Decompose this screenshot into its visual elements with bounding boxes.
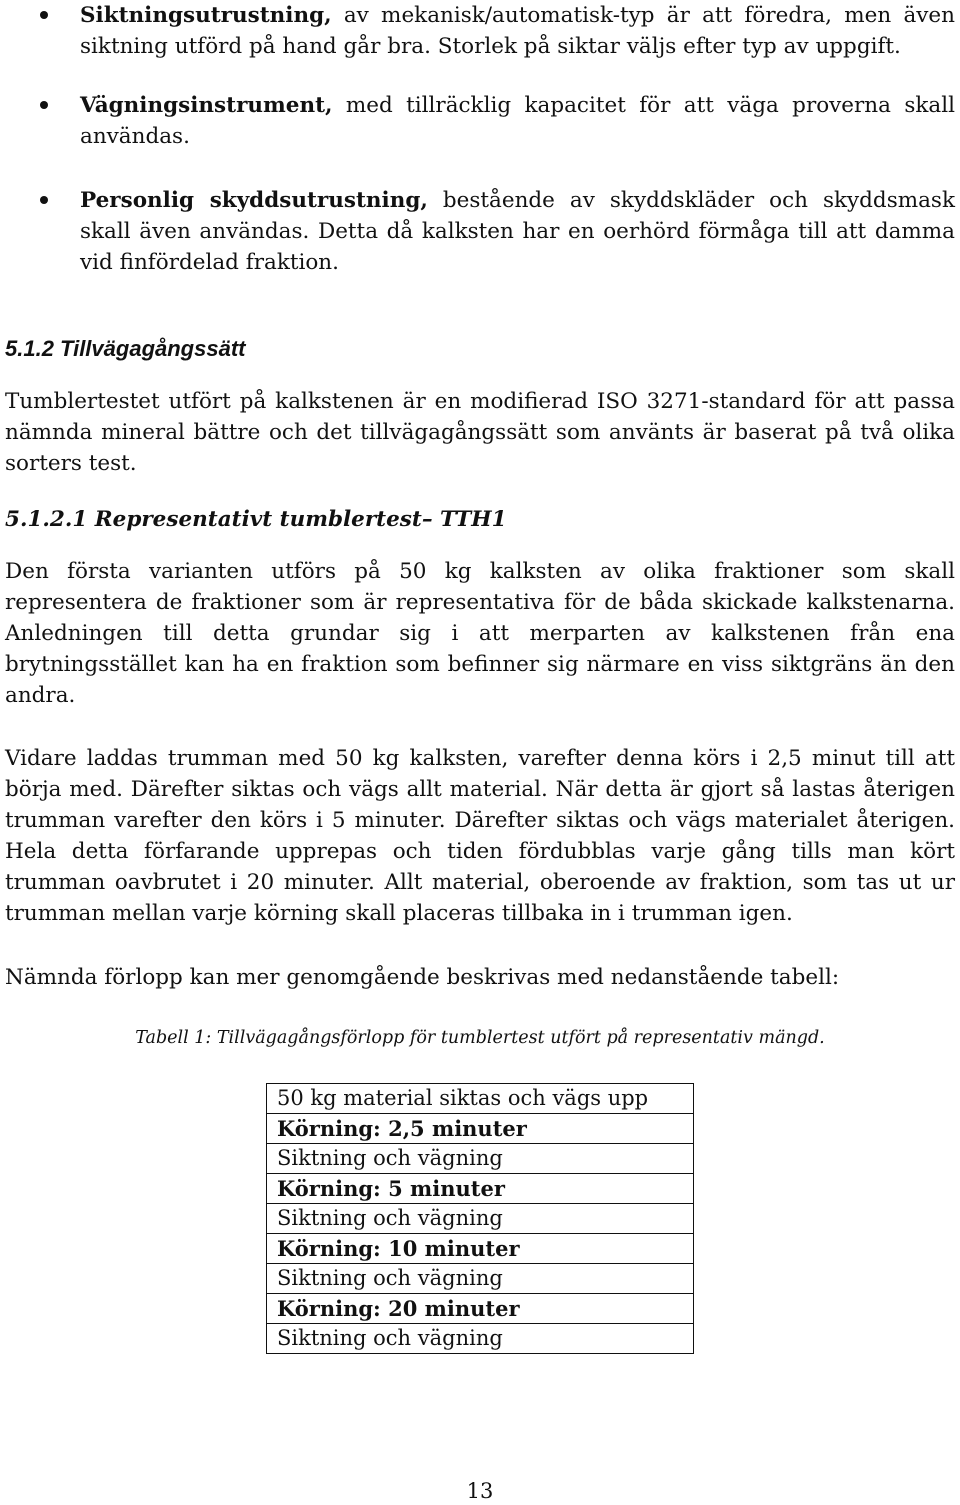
page-number: 13 <box>466 1479 494 1503</box>
subsection-heading: 5.1.2.1 Representativt tumblertest– TTH1 <box>5 507 507 532</box>
procedure-table <box>266 1083 694 1354</box>
bullet-item-vagning <box>80 90 955 152</box>
table-cell: Siktning och vägning <box>267 1324 694 1354</box>
table-row <box>267 1234 694 1264</box>
table-row <box>267 1324 694 1354</box>
bullet-body: bestående av skyddskläder och skyddsmask skall även användas. Detta då kalksten har en oerhörd förmåga till att damma vid finfördelad fraktion. <box>80 188 955 275</box>
table-cell: Körning: 5 minuter <box>267 1174 694 1204</box>
bullet-icon <box>40 196 48 204</box>
table-cell: Siktning och vägning <box>267 1204 694 1234</box>
table-cell: Körning: 10 minuter <box>267 1234 694 1264</box>
table-cell: Körning: 2,5 minuter <box>267 1114 694 1144</box>
bullet-lead: Vägningsinstrument, <box>80 93 333 118</box>
table-row <box>267 1264 694 1294</box>
table-row <box>267 1204 694 1234</box>
bullet-item-siktning <box>80 0 955 62</box>
bullet-lead: Personlig skyddsutrustning, <box>80 188 428 213</box>
table-cell: Siktning och vägning <box>267 1144 694 1174</box>
table-caption: Tabell 1: Tillvägagångsförlopp för tumblertest utfört på representativ mängd. <box>135 1028 825 1048</box>
intro-paragraph: Tumblertestet utfört på kalkstenen är en modifierad ISO 3271-standard för att passa nämnda mineral bättre och det tillvägagångssätt som använts är baserat på två olika sorters test. <box>5 389 955 476</box>
bullet-icon <box>40 11 48 19</box>
paragraph-procedure: Vidare laddas trumman med 50 kg kalksten, varefter denna körs i 2,5 minut till att börja med. Därefter siktas och vägs allt material. När detta är gjort så lastas återigen trumman varefter den körs i 5 minuter. Därefter siktas och vägs materialet återigen. Hela detta förfarande upprepas och tiden fördubblas varje gång tills man kört trumman oavbrutet i 20 minuter. Allt material, oberoende av fraktion, som tas ut ur trumman mellan varje körning skall placeras tillbaka in i trumman igen. <box>5 746 955 926</box>
paragraph-table-intro: Nämnda förlopp kan mer genomgående beskrivas med nedanstående tabell: <box>5 965 840 990</box>
bullet-icon <box>40 101 48 109</box>
table-row <box>267 1294 694 1324</box>
table-cell: Körning: 20 minuter <box>267 1294 694 1324</box>
bullet-item-skyddsutrustning <box>80 185 955 278</box>
table-cell: 50 kg material siktas och vägs upp <box>267 1084 694 1114</box>
section-heading: 5.1.2 Tillvägagångssätt <box>5 336 246 361</box>
bullet-body: av mekanisk/automatisk-typ är att föredra, men även siktning utförd på hand går bra. Storlek på siktar väljs efter typ av uppgift. <box>80 3 955 59</box>
table-row <box>267 1114 694 1144</box>
table-row <box>267 1144 694 1174</box>
bullet-body: med tillräcklig kapacitet för att väga proverna skall användas. <box>80 93 955 149</box>
table-row <box>267 1084 694 1114</box>
table-row <box>267 1174 694 1204</box>
paragraph-first-variant: Den första varianten utförs på 50 kg kalksten av olika fraktioner som skall representera de fraktioner som är representativa för de båda skickade kalkstenarna. Anledningen till detta grundar sig i att merparten av kalkstenen från ena brytningsstället kan ha en fraktion som befinner sig närmare en viss siktgräns än den andra. <box>5 559 955 708</box>
bullet-lead: Siktningsutrustning, <box>80 3 332 28</box>
table-cell: Siktning och vägning <box>267 1264 694 1294</box>
